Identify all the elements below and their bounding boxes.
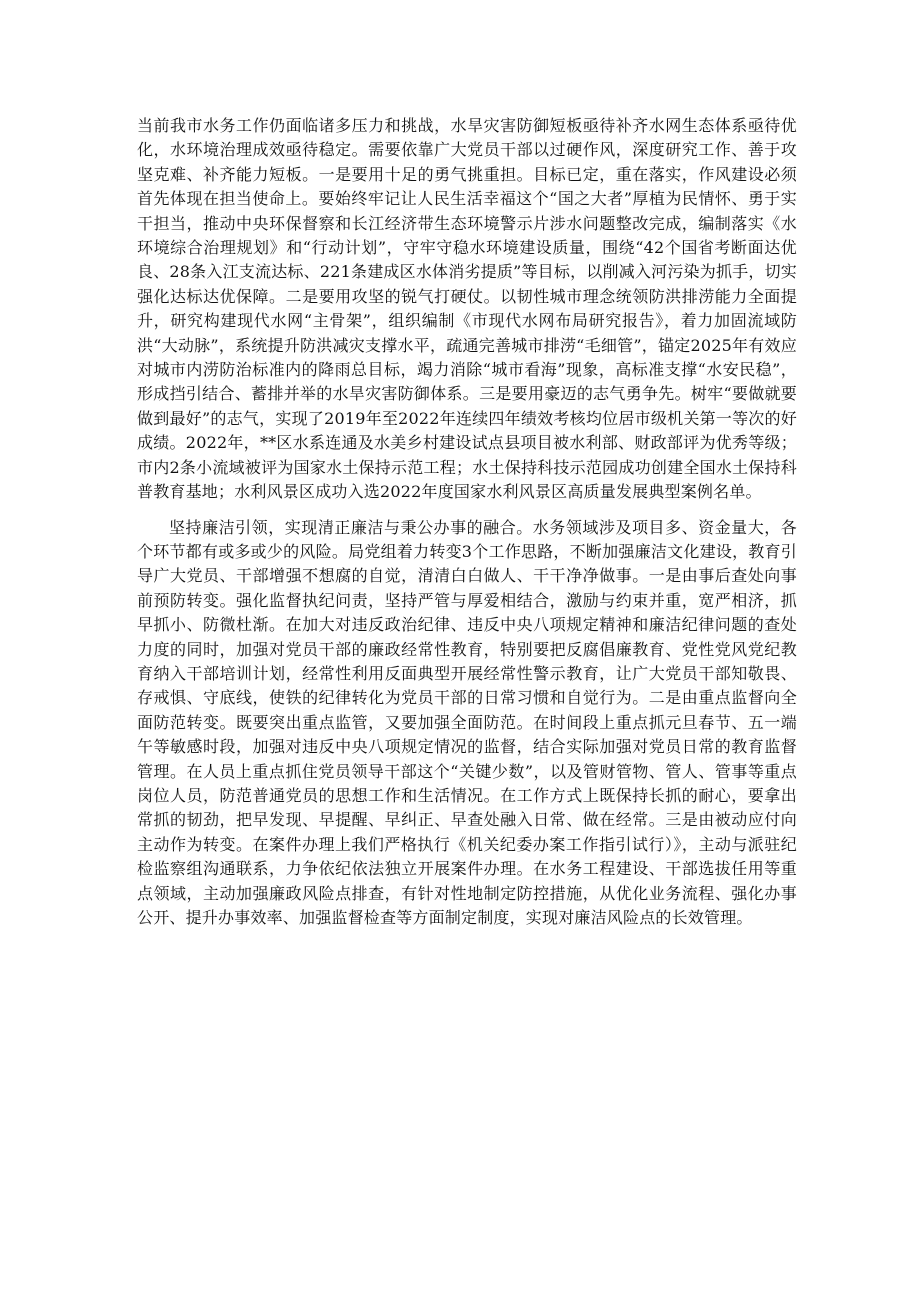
paragraph-integrity-guidance: 坚持廉洁引领，实现清正廉洁与秉公办事的融合。水务领域涉及项目多、资金量大，各个环节都有或多或少的风险。局党组着力转变3个工作思路，不断加强廉洁文化建设，教育引导广大党员、干部增强不想腐的自觉，清清白白做人、干干净净做事。一是由事后查处向事前预防转变。强化监督执纪问责，坚持严管与厚爱相结合，激励与约束并重，宽严相济，抓早抓小、防微杜渐。在加大对违反政治纪律、违反中央八项规定精神和廉洁纪律问题的查处力度的同时，加强对党员干部的廉政经常性教育，特别要把反腐倡廉教育、党性党风党纪教育纳入干部培训计划，经常性利用反面典型开展经常性警示教育，让广大党员干部知敬畏、存戒惧、守底线，使铁的纪律转化为党员干部的日常习惯和自觉行为。二是由重点监督向全面防范转变。既要突出重点监管，又要加强全面防范。在时间段上重点抓元旦春节、五一端午等敏感时段，加强对违反中央八项规定情况的监督，结合实际加强对党员日常的教育监督管理。在人员上重点抓住党员领导干部这个“关键少数”，以及管财管物、管人、管事等重点岗位人员，防范普通党员的思想工作和生活情况。在工作方式上既保持长抓的耐心，要拿出常抓的韧劲，把早发现、早提醒、早纠正、早查处融入日常、做在经常。三是由被动应付向主动作为转变。在案件办理上我们严格执行《机关纪委办案工作指引试行）》，主动与派驻纪检监察组沟通联系，力争依纪依法独立开展案件办理。在水务工程建设、干部选拔任用等重点领域，主动加强廉政风险点排查，有针对性地制定防控措施，从优化业务流程、强化办事公开、提升办事效率、加强监督检查等方面制定制度，实现对廉洁风险点的长效管理。 — [137, 517, 797, 927]
document-body — [137, 114, 797, 930]
paragraph-water-affairs-challenges: 当前我市水务工作仍面临诸多压力和挑战，水旱灾害防御短板亟待补齐水网生态体系亟待优化，水环境治理成效亟待稳定。需要依靠广大党员干部以过硬作风，深度研究工作、善于攻坚克难、补齐能力短板。一是要用十足的勇气挑重担。目标已定，重在落实，作风建设必须首先体现在担当使命上。要始终牢记让人民生活幸福这个“国之大者”厚植为民情怀、勇于实干担当，推动中央环保督察和长江经济带生态环境警示片涉水问题整改完成，编制落实《水环境综合治理规划》和“行动计划”，守牢守稳水环境建设质量，围绕“42个国省考断面达优良、28条入江支流达标、221条建成区水体消劣提质”等目标，以削减入河污染为抓手，切实强化达标达优保障。二是要用攻坚的锐气打硬仗。以韧性城市理念统领防洪排涝能力全面提升，研究构建现代水网“主骨架”，组织编制《市现代水网布局研究报告》，着力加固流域防洪“大动脉”，系统提升防洪减灾支撑水平，疏通完善城市排涝“毛细管”，锚定2025年有效应对城市内涝防治标准内的降雨总目标，竭力消除“城市看海”现象，高标准支撑“水安民稳”，形成挡引结合、蓄排并举的水旱灾害防御体系。三是要用豪迈的志气勇争先。树牢“要做就要做到最好”的志气，实现了2019年至2022年连续四年绩效考核均位居市级机关第一等次的好成绩。2022年，**区水系连通及水美乡村建设试点县项目被水利部、财政部评为优秀等级；市内2条小流域被评为国家水土保持示范工程；水土保持科技示范园成功创建全国水土保持科普教育基地；水利风景区成功入选2022年度国家水利风景区高质量发展典型案例名单。 — [137, 116, 797, 502]
